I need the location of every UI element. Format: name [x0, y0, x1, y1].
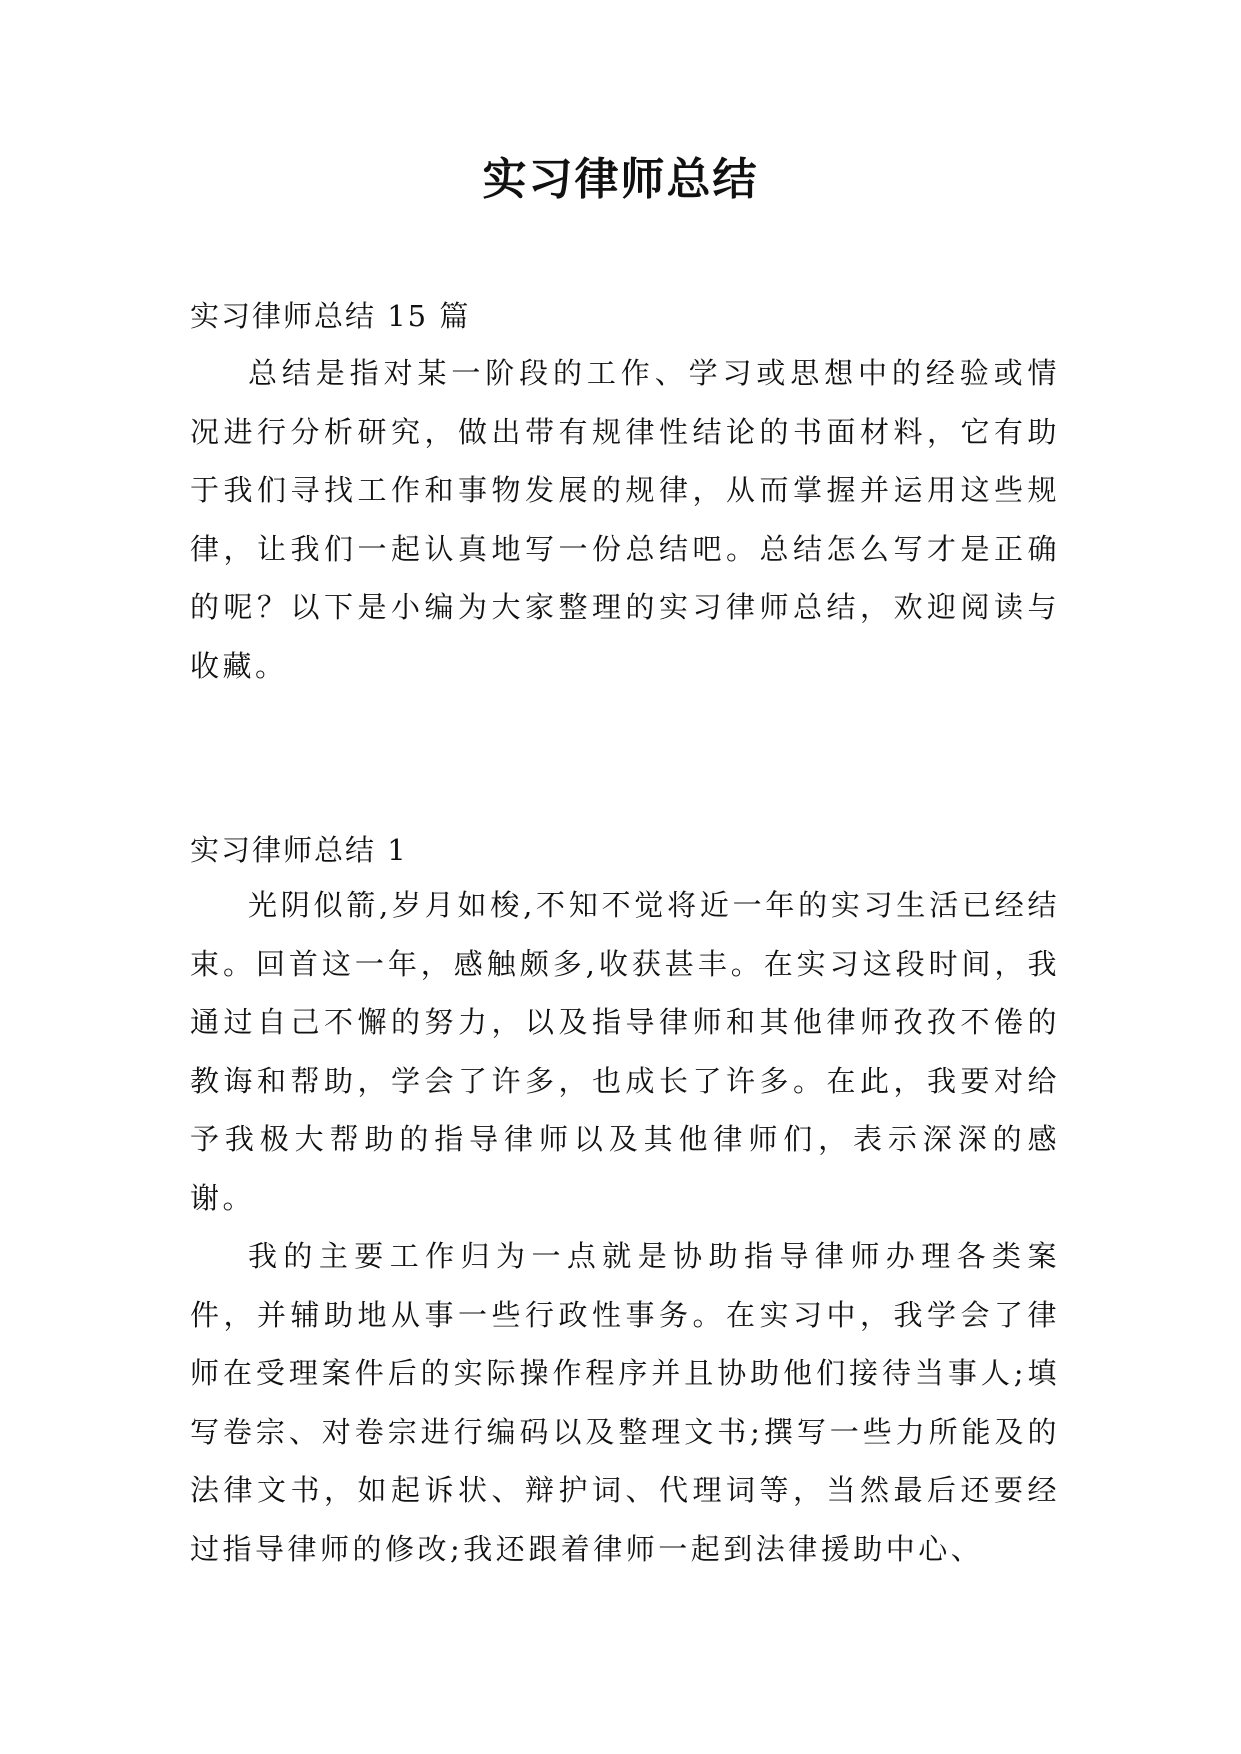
intro-paragraph: 总结是指对某一阶段的工作、学习或思想中的经验或情况进行分析研究，做出带有规律性结论的书面材料，它有助于我们寻找工作和事物发展的规律，从而掌握并运用这些规律，让我们一起认真地写一份总结吧。总结怎么写才是正确的呢？以下是小编为大家整理的实习律师总结，欢迎阅读与收藏。 — [190, 356, 1060, 683]
section-1-body — [190, 876, 1060, 1578]
section-1-paragraph: 我的主要工作归为一点就是协助指导律师办理各类案件，并辅助地从事一些行政性事务。在实习中，我学会了律师在受理案件后的实际操作程序并且协助他们接待当事人;填写卷宗、对卷宗进行编码以及整理文书;撰写一些力所能及的法律文书，如起诉状、辩护词、代理词等，当然最后还要经过指导律师的修改;我还跟着律师一起到法律援助中心、 — [190, 1239, 1060, 1566]
intro-heading: 实习律师总结 15 篇 — [190, 299, 471, 333]
document-title: 实习律师总结 — [482, 154, 759, 205]
section-1-heading: 实习律师总结 1 — [190, 833, 408, 867]
intro-section — [190, 344, 1060, 695]
section-1-paragraph: 光阴似箭,岁月如梭,不知不觉将近一年的实习生活已经结束。回首这一年，感触颇多,收获甚丰。在实习这段时间，我通过自己不懈的努力，以及指导律师和其他律师孜孜不倦的教诲和帮助，学会了许多，也成长了许多。在此，我要对给予我极大帮助的指导律师以及其他律师们，表示深深的感谢。 — [190, 888, 1060, 1215]
